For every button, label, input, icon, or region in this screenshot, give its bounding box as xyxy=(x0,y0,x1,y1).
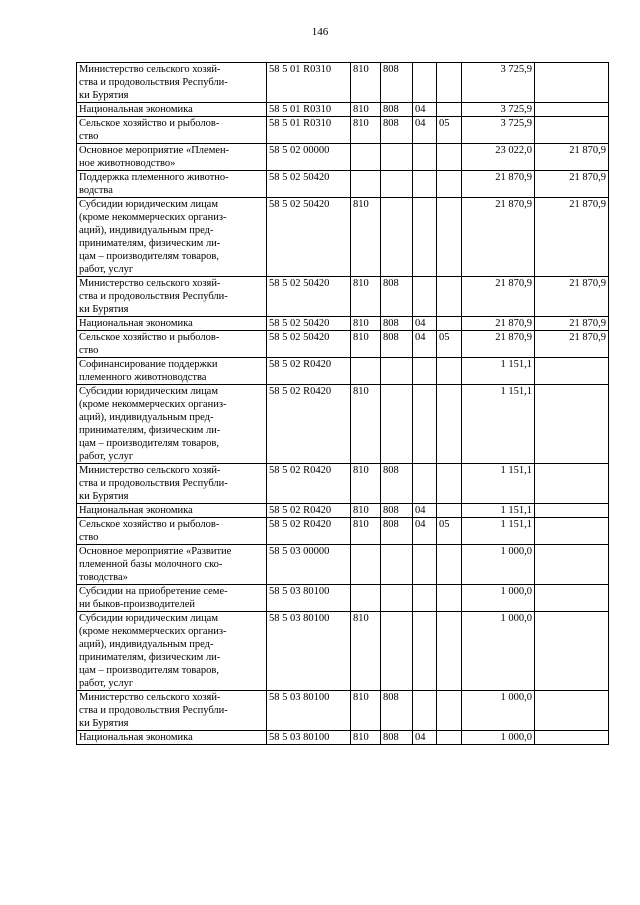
subsubsection-code-cell xyxy=(437,198,462,277)
subsection-code-cell: 04 xyxy=(413,504,437,518)
ministry-code-cell: 810 xyxy=(351,731,381,745)
amount-primary-cell: 1 151,1 xyxy=(462,464,535,504)
amount-primary-cell: 1 000,0 xyxy=(462,585,535,612)
section-code-cell: 808 xyxy=(381,518,413,545)
ministry-code-cell: 810 xyxy=(351,612,381,691)
ministry-code-cell: 810 xyxy=(351,518,381,545)
amount-primary-cell: 1 000,0 xyxy=(462,612,535,691)
amount-primary-cell: 1 000,0 xyxy=(462,691,535,731)
subsection-code-cell xyxy=(413,198,437,277)
subsection-code-cell xyxy=(413,144,437,171)
section-code-cell: 808 xyxy=(381,117,413,144)
target-code-cell: 58 5 02 00000 xyxy=(267,144,351,171)
row-name-cell: Министерство сельского хозяй- ства и продовольствия Республи- ки Бурятия xyxy=(77,277,267,317)
ministry-code-cell: 810 xyxy=(351,504,381,518)
subsection-code-cell xyxy=(413,464,437,504)
table-row xyxy=(77,545,609,585)
amount-secondary-cell: 21 870,9 xyxy=(535,198,609,277)
subsection-code-cell: 04 xyxy=(413,317,437,331)
ministry-code-cell xyxy=(351,144,381,171)
amount-primary-cell: 21 870,9 xyxy=(462,331,535,358)
subsection-code-cell: 04 xyxy=(413,731,437,745)
subsubsection-code-cell xyxy=(437,612,462,691)
amount-secondary-cell xyxy=(535,731,609,745)
subsubsection-code-cell xyxy=(437,691,462,731)
section-code-cell xyxy=(381,198,413,277)
subsubsection-code-cell xyxy=(437,731,462,745)
target-code-cell: 58 5 02 R0420 xyxy=(267,504,351,518)
section-code-cell xyxy=(381,358,413,385)
ministry-code-cell xyxy=(351,171,381,198)
ministry-code-cell xyxy=(351,358,381,385)
section-code-cell: 808 xyxy=(381,317,413,331)
page-number: 146 xyxy=(311,26,329,38)
subsection-code-cell xyxy=(413,691,437,731)
row-name-cell: Национальная экономика xyxy=(77,103,267,117)
ministry-code-cell xyxy=(351,585,381,612)
target-code-cell: 58 5 03 80100 xyxy=(267,691,351,731)
amount-primary-cell: 1 151,1 xyxy=(462,358,535,385)
subsection-code-cell: 04 xyxy=(413,103,437,117)
table-row xyxy=(77,171,609,198)
amount-secondary-cell xyxy=(535,585,609,612)
amount-secondary-cell xyxy=(535,358,609,385)
subsection-code-cell xyxy=(413,171,437,198)
subsubsection-code-cell xyxy=(437,144,462,171)
section-code-cell: 808 xyxy=(381,731,413,745)
ministry-code-cell: 810 xyxy=(351,103,381,117)
subsubsection-code-cell: 05 xyxy=(437,331,462,358)
subsubsection-code-cell xyxy=(437,385,462,464)
row-name-cell: Национальная экономика xyxy=(77,504,267,518)
target-code-cell: 58 5 02 50420 xyxy=(267,331,351,358)
amount-secondary-cell xyxy=(535,117,609,144)
target-code-cell: 58 5 02 R0420 xyxy=(267,518,351,545)
ministry-code-cell: 810 xyxy=(351,198,381,277)
section-code-cell xyxy=(381,545,413,585)
subsection-code-cell xyxy=(413,585,437,612)
subsection-code-cell xyxy=(413,612,437,691)
row-name-cell: Основное мероприятие «Племен- ное животноводство» xyxy=(77,144,267,171)
ministry-code-cell: 810 xyxy=(351,464,381,504)
amount-primary-cell: 1 151,1 xyxy=(462,518,535,545)
ministry-code-cell: 810 xyxy=(351,63,381,103)
ministry-code-cell: 810 xyxy=(351,331,381,358)
row-name-cell: Министерство сельского хозяй- ства и продовольствия Республи- ки Бурятия xyxy=(77,63,267,103)
row-name-cell: Поддержка племенного животно- водства xyxy=(77,171,267,198)
table-row xyxy=(77,385,609,464)
section-code-cell: 808 xyxy=(381,277,413,317)
row-name-cell: Софинансирование поддержки племенного животноводства xyxy=(77,358,267,385)
section-code-cell xyxy=(381,171,413,198)
table-row xyxy=(77,144,609,171)
amount-secondary-cell: 21 870,9 xyxy=(535,171,609,198)
amount-primary-cell: 21 870,9 xyxy=(462,198,535,277)
amount-primary-cell: 23 022,0 xyxy=(462,144,535,171)
row-name-cell: Министерство сельского хозяй- ства и продовольствия Республи- ки Бурятия xyxy=(77,691,267,731)
target-code-cell: 58 5 03 00000 xyxy=(267,545,351,585)
section-code-cell xyxy=(381,612,413,691)
section-code-cell: 808 xyxy=(381,331,413,358)
target-code-cell: 58 5 02 R0420 xyxy=(267,385,351,464)
subsubsection-code-cell xyxy=(437,171,462,198)
subsubsection-code-cell xyxy=(437,464,462,504)
table-row xyxy=(77,117,609,144)
subsection-code-cell xyxy=(413,63,437,103)
ministry-code-cell: 810 xyxy=(351,277,381,317)
ministry-code-cell: 810 xyxy=(351,691,381,731)
table-row xyxy=(77,612,609,691)
target-code-cell: 58 5 02 R0420 xyxy=(267,464,351,504)
amount-primary-cell: 21 870,9 xyxy=(462,317,535,331)
target-code-cell: 58 5 01 R0310 xyxy=(267,117,351,144)
row-name-cell: Субсидии на приобретение семе- ни быков-производителей xyxy=(77,585,267,612)
amount-primary-cell: 1 151,1 xyxy=(462,385,535,464)
target-code-cell: 58 5 02 50420 xyxy=(267,277,351,317)
subsection-code-cell xyxy=(413,545,437,585)
section-code-cell: 808 xyxy=(381,504,413,518)
row-name-cell: Субсидии юридическим лицам (кроме некоммерческих организ- аций), индивидуальным пред- принимателям, физическим ли- цам – производителям товаров, работ, услуг xyxy=(77,198,267,277)
table-row xyxy=(77,585,609,612)
amount-secondary-cell xyxy=(535,691,609,731)
subsubsection-code-cell xyxy=(437,585,462,612)
row-name-cell: Сельское хозяйство и рыболов- ство xyxy=(77,117,267,144)
row-name-cell: Основное мероприятие «Развитие племенной базы молочного ско- товодства» xyxy=(77,545,267,585)
amount-secondary-cell: 21 870,9 xyxy=(535,317,609,331)
table-row xyxy=(77,331,609,358)
target-code-cell: 58 5 02 50420 xyxy=(267,198,351,277)
target-code-cell: 58 5 03 80100 xyxy=(267,585,351,612)
budget-table xyxy=(76,62,609,745)
amount-primary-cell: 1 151,1 xyxy=(462,504,535,518)
subsection-code-cell xyxy=(413,358,437,385)
table-row xyxy=(77,504,609,518)
row-name-cell: Сельское хозяйство и рыболов- ство xyxy=(77,518,267,545)
amount-secondary-cell xyxy=(535,63,609,103)
subsubsection-code-cell xyxy=(437,545,462,585)
ministry-code-cell xyxy=(351,545,381,585)
subsection-code-cell: 04 xyxy=(413,518,437,545)
table-row xyxy=(77,358,609,385)
subsubsection-code-cell xyxy=(437,103,462,117)
target-code-cell: 58 5 01 R0310 xyxy=(267,103,351,117)
row-name-cell: Министерство сельского хозяй- ства и продовольствия Республи- ки Бурятия xyxy=(77,464,267,504)
amount-secondary-cell xyxy=(535,545,609,585)
amount-primary-cell: 1 000,0 xyxy=(462,545,535,585)
amount-secondary-cell: 21 870,9 xyxy=(535,277,609,317)
target-code-cell: 58 5 03 80100 xyxy=(267,612,351,691)
ministry-code-cell: 810 xyxy=(351,317,381,331)
target-code-cell: 58 5 03 80100 xyxy=(267,731,351,745)
subsection-code-cell: 04 xyxy=(413,331,437,358)
table-body xyxy=(77,63,609,745)
amount-primary-cell: 1 000,0 xyxy=(462,731,535,745)
subsection-code-cell xyxy=(413,277,437,317)
table-row xyxy=(77,464,609,504)
amount-secondary-cell: 21 870,9 xyxy=(535,144,609,171)
table-row xyxy=(77,103,609,117)
amount-secondary-cell: 21 870,9 xyxy=(535,331,609,358)
target-code-cell: 58 5 02 R0420 xyxy=(267,358,351,385)
amount-primary-cell: 3 725,9 xyxy=(462,63,535,103)
table-row xyxy=(77,731,609,745)
ministry-code-cell: 810 xyxy=(351,117,381,144)
amount-secondary-cell xyxy=(535,385,609,464)
subsubsection-code-cell xyxy=(437,277,462,317)
amount-primary-cell: 3 725,9 xyxy=(462,103,535,117)
amount-primary-cell: 21 870,9 xyxy=(462,171,535,198)
section-code-cell: 808 xyxy=(381,464,413,504)
amount-secondary-cell xyxy=(535,612,609,691)
amount-secondary-cell xyxy=(535,518,609,545)
subsubsection-code-cell xyxy=(437,317,462,331)
amount-secondary-cell xyxy=(535,464,609,504)
subsubsection-code-cell xyxy=(437,358,462,385)
row-name-cell: Национальная экономика xyxy=(77,731,267,745)
table-row xyxy=(77,691,609,731)
amount-secondary-cell xyxy=(535,504,609,518)
section-code-cell: 808 xyxy=(381,63,413,103)
ministry-code-cell: 810 xyxy=(351,385,381,464)
amount-primary-cell: 3 725,9 xyxy=(462,117,535,144)
subsubsection-code-cell xyxy=(437,504,462,518)
subsection-code-cell: 04 xyxy=(413,117,437,144)
row-name-cell: Национальная экономика xyxy=(77,317,267,331)
section-code-cell: 808 xyxy=(381,103,413,117)
subsubsection-code-cell: 05 xyxy=(437,117,462,144)
row-name-cell: Сельское хозяйство и рыболов- ство xyxy=(77,331,267,358)
section-code-cell xyxy=(381,144,413,171)
subsubsection-code-cell: 05 xyxy=(437,518,462,545)
section-code-cell: 808 xyxy=(381,691,413,731)
section-code-cell xyxy=(381,385,413,464)
section-code-cell xyxy=(381,585,413,612)
amount-secondary-cell xyxy=(535,103,609,117)
table-row xyxy=(77,518,609,545)
table-row xyxy=(77,198,609,277)
table-row xyxy=(77,317,609,331)
amount-primary-cell: 21 870,9 xyxy=(462,277,535,317)
subsection-code-cell xyxy=(413,385,437,464)
target-code-cell: 58 5 01 R0310 xyxy=(267,63,351,103)
row-name-cell: Субсидии юридическим лицам (кроме некоммерческих организ- аций), индивидуальным пред- принимателям, физическим ли- цам – производителям товаров, работ, услуг xyxy=(77,612,267,691)
subsubsection-code-cell xyxy=(437,63,462,103)
target-code-cell: 58 5 02 50420 xyxy=(267,317,351,331)
target-code-cell: 58 5 02 50420 xyxy=(267,171,351,198)
row-name-cell: Субсидии юридическим лицам (кроме некоммерческих организ- аций), индивидуальным пред- принимателям, физическим ли- цам – производителям товаров, работ, услуг xyxy=(77,385,267,464)
table-row xyxy=(77,277,609,317)
table-row xyxy=(77,63,609,103)
